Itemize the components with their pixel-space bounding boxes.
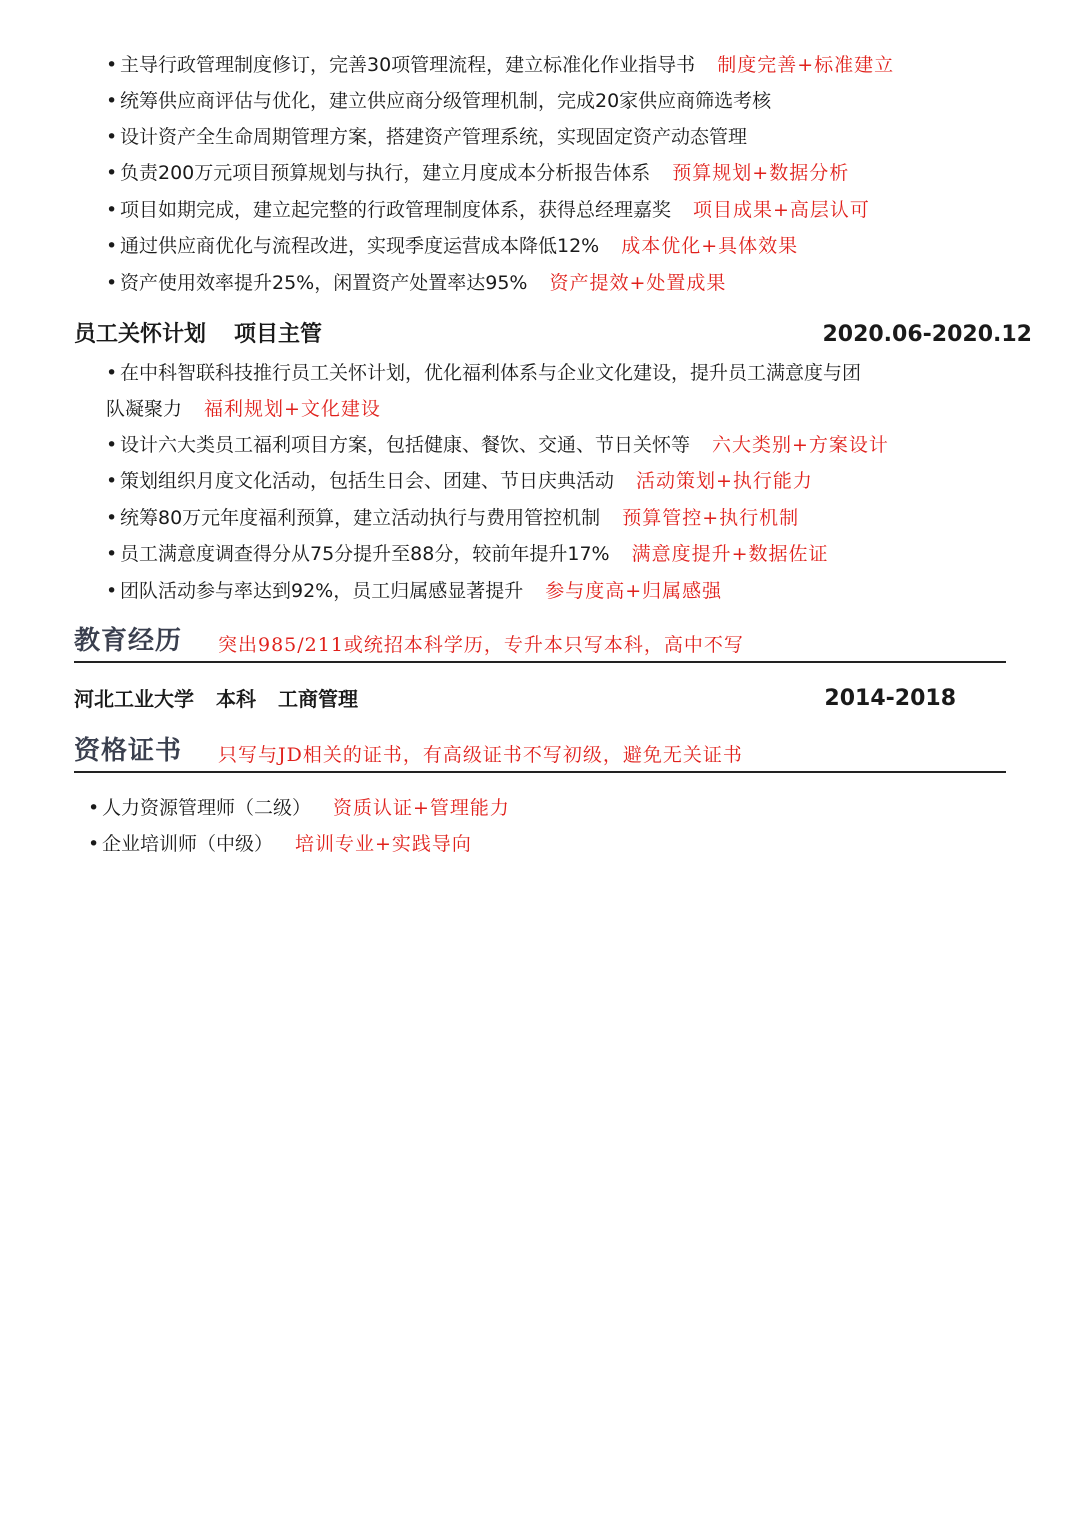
annotation-note: 成本优化+具体效果 [621,235,799,257]
bullet-dot: • [106,434,118,456]
project-bullet-continuation [106,397,381,421]
section-title: 教育经历 [74,626,183,656]
work-bullet [106,125,747,149]
annotation-note: 满意度提升+数据佐证 [631,543,829,565]
education-date: 2014-2018 [824,686,956,711]
major: 工商管理 [278,687,358,711]
bullet-dot: • [106,470,118,492]
annotation-note: 只写与JD相关的证书，有高级证书不写初级，避免无关证书 [218,744,743,766]
annotation-note: 预算规划+数据分析 [672,162,850,184]
annotation-note: 培训专业+实践导向 [295,833,472,855]
section-title: 资格证书 [74,736,183,766]
project-date: 2020.06-2020.12 [822,322,1032,347]
project-bullet [106,361,861,385]
bullet-dot: • [106,362,118,384]
bullet-dot: • [106,580,118,602]
annotation-note: 福利规划+文化建设 [204,398,381,420]
project-bullet [106,506,799,530]
project-bullet [106,542,829,566]
bullet-dot: • [106,90,118,112]
bullet-text: 通过供应商优化与流程改进，实现季度运营成本降低12% [120,235,600,257]
bullet-text: 统筹供应商评估与优化，建立供应商分级管理机制，完成20家供应商筛选考核 [120,90,772,112]
project-title [74,321,322,349]
project-name: 员工关怀计划 [74,322,207,347]
bullet-text: 在中科智联科技推行员工关怀计划，优化福利体系与企业文化建设，提升员工满意度与团 [120,362,862,384]
certificate-item [88,832,472,856]
annotation-note: 参与度高+归属感强 [545,580,723,602]
bullet-text: 负责200万元项目预算规划与执行，建立月度成本分析报告体系 [120,162,651,184]
project-bullet [106,579,722,603]
work-bullet [106,161,849,185]
project-bullet [106,433,889,457]
bullet-text: 资产使用效率提升25%，闲置资产处置率达95% [120,272,528,294]
bullet-text: 项目如期完成，建立起完整的行政管理制度体系，获得总经理嘉奖 [120,199,672,221]
bullet-dot: • [106,507,118,529]
bullet-dot: • [106,272,118,294]
bullet-text: 统筹80万元年度福利预算，建立活动执行与费用管控机制 [120,507,601,529]
project-bullet [106,469,813,493]
bullet-text: 员工满意度调查得分从75分提升至88分，较前年提升17% [120,543,610,565]
work-bullet [106,234,798,258]
bullet-dot: • [106,543,118,565]
bullet-text: 策划组织月度文化活动，包括生日会、团建、节日庆典活动 [120,470,615,492]
annotation-note: 预算管控+执行机制 [622,507,800,529]
work-bullet [106,198,870,222]
work-bullet [106,271,726,295]
certificate-item [88,796,510,820]
annotation-note: 六大类别+方案设计 [712,434,889,456]
bullet-dot: • [106,54,118,76]
education-entry [74,686,956,712]
bullet-dot: • [106,199,118,221]
bullet-dot: • [106,162,118,184]
project-role: 项目主管 [234,322,323,347]
annotation-note: 资产提效+处置成果 [549,272,727,294]
work-bullet [106,53,894,77]
bullet-dot: • [88,797,100,819]
certificate-text: 企业培训师（中级） [102,833,274,855]
bullet-text: 队凝聚力 [106,398,183,420]
annotation-note: 突出985/211或统招本科学历，专升本只写本科，高中不写 [218,634,744,656]
school-name: 河北工业大学 [74,687,194,711]
bullet-text: 主导行政管理制度修订，完善30项管理流程，建立标准化作业指导书 [120,54,696,76]
degree: 本科 [216,687,256,711]
annotation-note: 项目成果+高层认可 [693,199,870,221]
bullet-dot: • [88,833,100,855]
annotation-note: 资质认证+管理能力 [333,797,510,819]
bullet-dot: • [106,235,118,257]
bullet-text: 设计资产全生命周期管理方案，搭建资产管理系统，实现固定资产动态管理 [120,126,748,148]
education-section-header [74,621,1006,663]
bullet-text: 设计六大类员工福利项目方案，包括健康、餐饮、交通、节日关怀等 [120,434,691,456]
bullet-dot: • [106,126,118,148]
annotation-note: 活动策划+执行能力 [636,470,813,492]
certificate-text: 人力资源管理师（二级） [102,797,312,819]
work-bullet [106,89,771,113]
bullet-text: 团队活动参与率达到92%，员工归属感显著提升 [120,580,524,602]
annotation-note: 制度完善+标准建立 [717,54,895,76]
certificates-section-header [74,731,1006,773]
